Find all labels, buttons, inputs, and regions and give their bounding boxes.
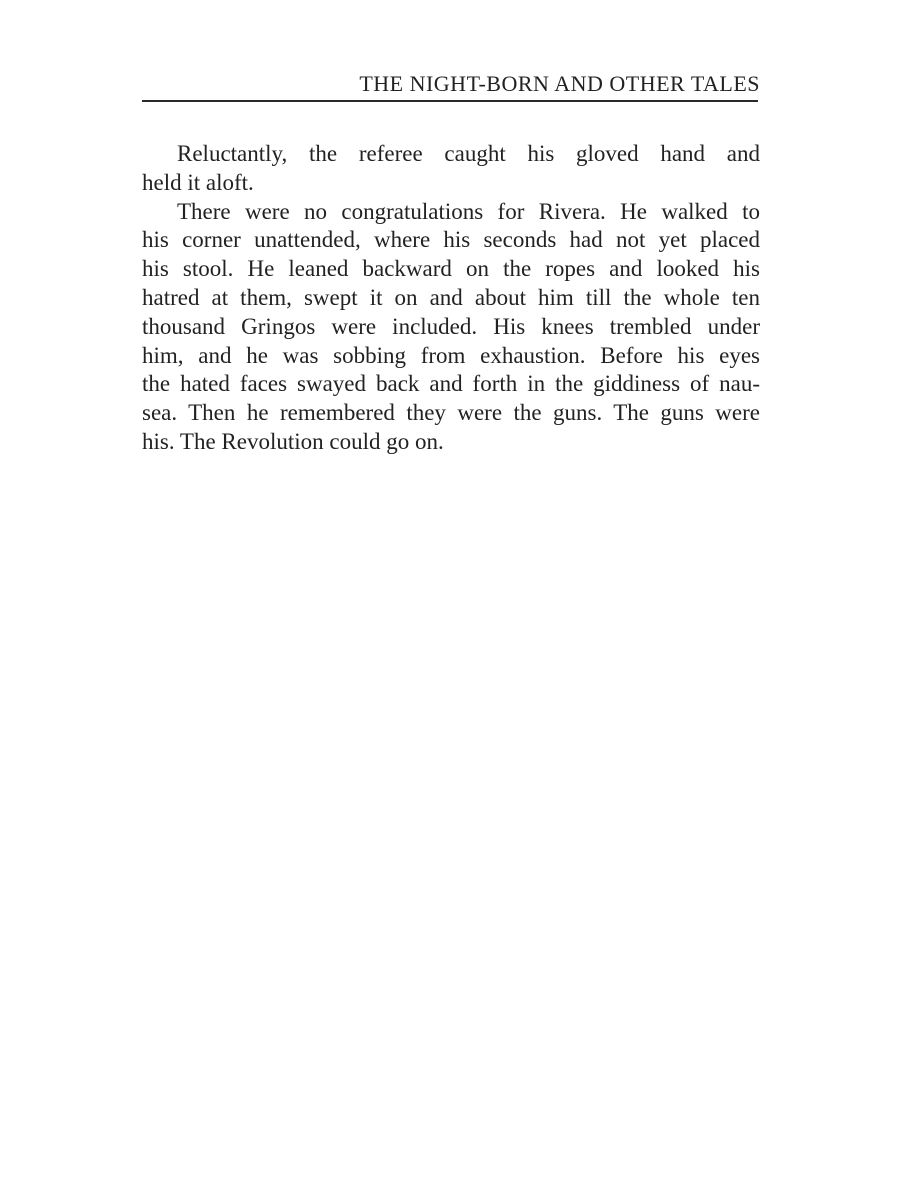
text-line: the hated faces swayed back and forth in the giddiness of nau- [142,371,760,397]
text-line: him, and he was sobbing from exhaustion. Before his eyes [142,342,760,368]
text-line: sea. Then he remembered they were the guns. The guns were [142,400,760,426]
header-rule [142,100,758,102]
text-line: his. The Revolution could go on. [142,428,444,454]
text-line: There were no congratulations for Rivera. He walked to [177,198,760,224]
text-line: Reluctantly, the referee caught his gloved hand and [177,141,760,166]
text-line: his corner unattended, where his seconds had not yet placed [142,227,760,253]
paragraph-2 [142,198,760,457]
text-line: his stool. He leaned backward on the ropes and looked his [142,256,760,282]
running-header-title: THE NIGHT-BORN AND OTHER TALES [359,71,760,96]
paragraph-1 [142,140,760,198]
book-page [142,0,760,1200]
text-line: thousand Gringos were included. His knees trembled under [142,313,760,339]
text-line: held it aloft. [142,169,254,195]
text-line: hatred at them, swept it on and about him till the whole ten [142,284,760,310]
body-text [142,140,760,457]
